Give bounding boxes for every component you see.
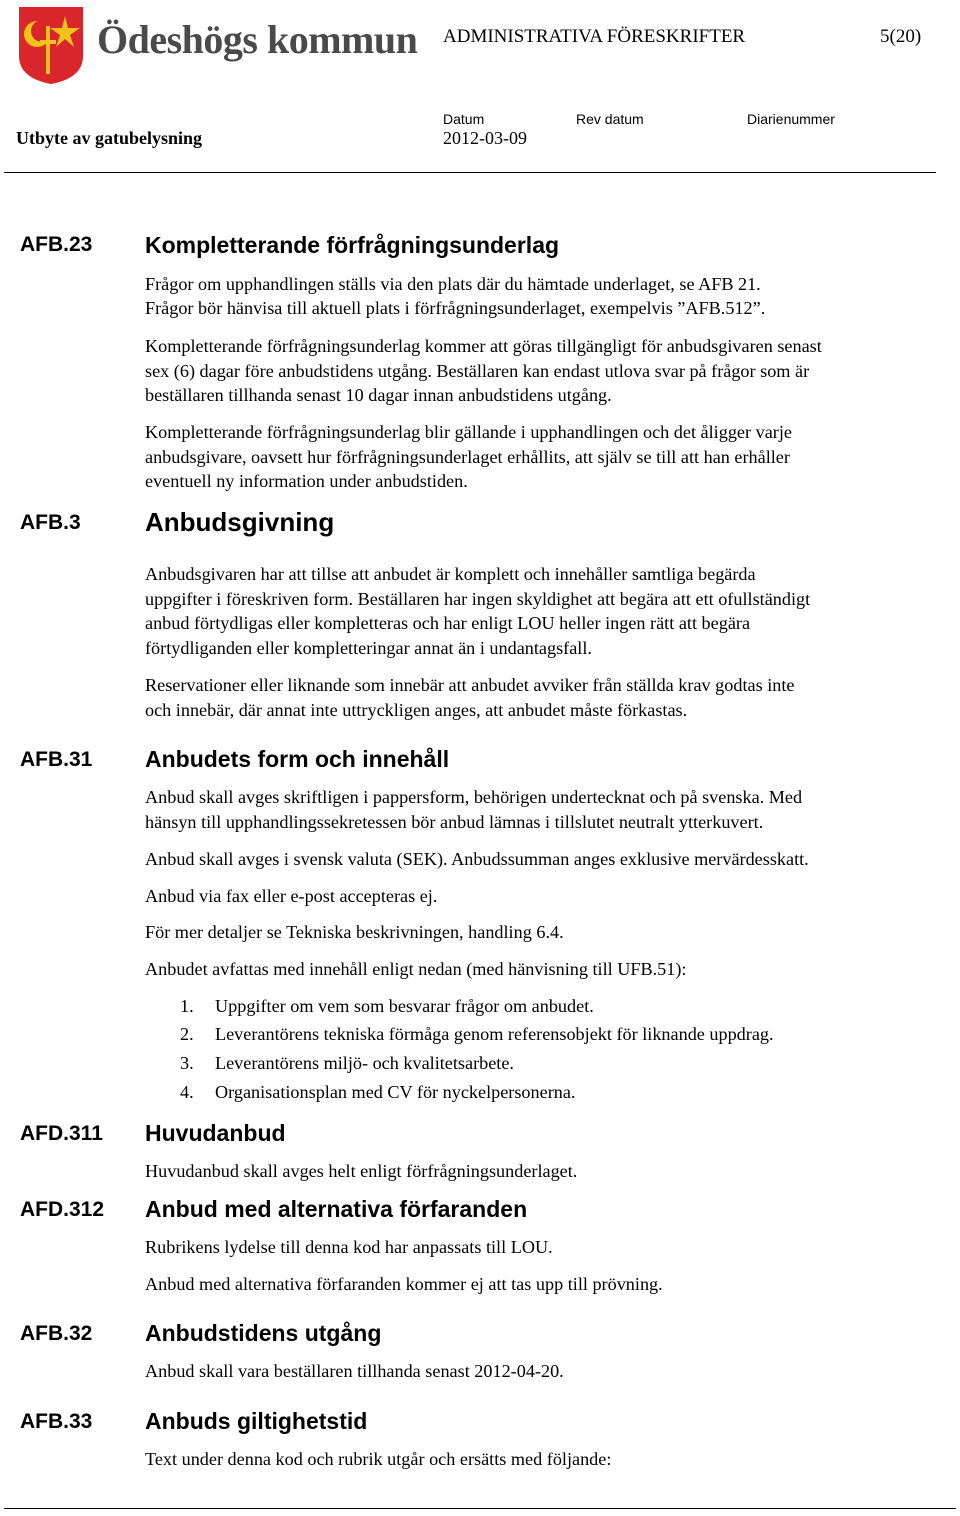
list-item-text: Organisationsplan med CV för nyckelpersonerna. xyxy=(215,1082,576,1102)
section-code-afd311: AFD.311 xyxy=(20,1122,103,1145)
list-item-text: Leverantörens miljö- och kvalitetsarbete. xyxy=(215,1053,514,1073)
afb23-paragraph-2-line-1: Kompletterande förfrågningsunderlag kommer att göras tillgängligt för anbudsgivaren senast xyxy=(145,336,822,356)
list-item-number: 2. xyxy=(180,1024,194,1044)
list-item-number: 4. xyxy=(180,1082,194,1102)
section-code-afd312: AFD.312 xyxy=(20,1198,105,1221)
footer-divider xyxy=(4,1508,956,1509)
section-heading-afd312: Anbud med alternativa förfaranden xyxy=(145,1196,528,1222)
afb23-paragraph-3-line-2: anbudsgivare, oavsett hur förfrågningsunderlaget erhållits, att själv se till att han erhåller xyxy=(145,447,790,467)
afb23-paragraph-3-line-1: Kompletterande förfrågningsunderlag blir gällande i upphandlingen och det åligger varje xyxy=(145,422,792,442)
afd311-paragraph-1: Huvudanbud skall avges helt enligt förfrågningsunderlaget. xyxy=(145,1161,578,1181)
municipality-name-logo: Ödeshögs kommun xyxy=(97,17,418,62)
section-heading-afb33: Anbuds giltighetstid xyxy=(145,1408,368,1434)
afb33-paragraph-1: Text under denna kod och rubrik utgår och ersätts med följande: xyxy=(145,1449,612,1469)
afb23-paragraph-3-line-3: eventuell ny information under anbudstiden. xyxy=(145,471,468,491)
afb32-paragraph-1: Anbud skall vara beställaren tillhanda senast 2012-04-20. xyxy=(145,1361,564,1381)
afb23-paragraph-2-line-3: beställaren tillhanda senast 10 dagar innan anbudstidens utgång. xyxy=(145,385,612,405)
document-title: Utbyte av gatubelysning xyxy=(16,128,203,148)
list-item-number: 1. xyxy=(180,996,194,1016)
document-type: ADMINISTRATIVA FÖRESKRIFTER xyxy=(443,26,746,47)
afb31-paragraph-2: Anbud skall avges i svensk valuta (SEK). Anbudssumman anges exklusive mervärdesskatt. xyxy=(145,849,809,869)
afb23-paragraph-1-line-2: Frågor bör hänvisa till aktuell plats i förfrågningsunderlaget, exempelvis ”AFB.512”. xyxy=(145,298,766,318)
afb3-paragraph-1-line-2: uppgifter i föreskriven form. Beställaren har ingen skyldighet att begära att ett ofullständigt xyxy=(145,589,811,609)
section-code-afb23: AFB.23 xyxy=(20,233,93,256)
section-heading-afb3: Anbudsgivning xyxy=(145,507,335,537)
section-code-afb32: AFB.32 xyxy=(20,1322,93,1345)
afb31-paragraph-1-line-2: hänsyn till upphandlingssekretessen bör anbud lämnas i tillslutet neutralt ytterkuvert. xyxy=(145,812,764,832)
page-number: 5(20) xyxy=(880,26,922,47)
meta-rev-datum-label: Rev datum xyxy=(576,111,644,127)
section-heading-afb23: Kompletterande förfrågningsunderlag xyxy=(145,232,560,258)
section-code-afb31: AFB.31 xyxy=(20,748,93,771)
section-code-afb33: AFB.33 xyxy=(20,1410,93,1433)
afb31-paragraph-4: För mer detaljer se Tekniska beskrivningen, handling 6.4. xyxy=(145,922,564,942)
section-heading-afb31: Anbudets form och innehåll xyxy=(145,746,450,772)
afb3-paragraph-2-line-1: Reservationer eller liknande som innebär att anbudet avviker från ställda krav godtas inte xyxy=(145,675,795,695)
list-item-text: Leverantörens tekniska förmåga genom referensobjekt för liknande uppdrag. xyxy=(215,1024,774,1044)
afd312-paragraph-1: Rubrikens lydelse till denna kod har anpassats till LOU. xyxy=(145,1237,553,1257)
header-divider xyxy=(4,172,936,173)
afb31-paragraph-3: Anbud via fax eller e-post accepteras ej. xyxy=(145,886,438,906)
afb31-paragraph-5: Anbudet avfattas med innehåll enligt nedan (med hänvisning till UFB.51): xyxy=(145,959,687,979)
municipality-seal-logo xyxy=(16,4,86,86)
afb23-paragraph-1-line-1: Frågor om upphandlingen ställs via den plats där du hämtade underlaget, se AFB 21. xyxy=(145,274,761,294)
afb3-paragraph-2-line-2: och innebär, där annat inte uttryckligen anges, att anbudet måste förkastas. xyxy=(145,700,688,720)
meta-datum-label: Datum xyxy=(443,111,485,127)
meta-datum-value: 2012-03-09 xyxy=(443,128,527,148)
afb31-paragraph-1-line-1: Anbud skall avges skriftligen i pappersform, behörigen undertecknat och på svenska. Med xyxy=(145,787,803,807)
afb3-paragraph-1-line-3: anbud förtydligas eller kompletteras och har enligt LOU heller ingen rätt att begära xyxy=(145,613,751,633)
afb3-paragraph-1-line-4: förtydliganden eller kompletteringar annat än i undantagsfall. xyxy=(145,638,592,658)
list-item-number: 3. xyxy=(180,1053,194,1073)
section-heading-afd311: Huvudanbud xyxy=(145,1120,286,1146)
section-heading-afb32: Anbudstidens utgång xyxy=(145,1320,382,1346)
list-item-text: Uppgifter om vem som besvarar frågor om anbudet. xyxy=(215,996,594,1016)
section-code-afb3: AFB.3 xyxy=(20,511,81,534)
afd312-paragraph-2: Anbud med alternativa förfaranden kommer ej att tas upp till prövning. xyxy=(145,1274,663,1294)
meta-diarienummer-label: Diarienummer xyxy=(747,111,835,127)
afb23-paragraph-2-line-2: sex (6) dagar före anbudstidens utgång. Beställaren kan endast utlova svar på frågor som är xyxy=(145,361,810,381)
afb3-paragraph-1-line-1: Anbudsgivaren har att tillse att anbudet är komplett och innehåller samtliga begärda xyxy=(145,564,756,584)
